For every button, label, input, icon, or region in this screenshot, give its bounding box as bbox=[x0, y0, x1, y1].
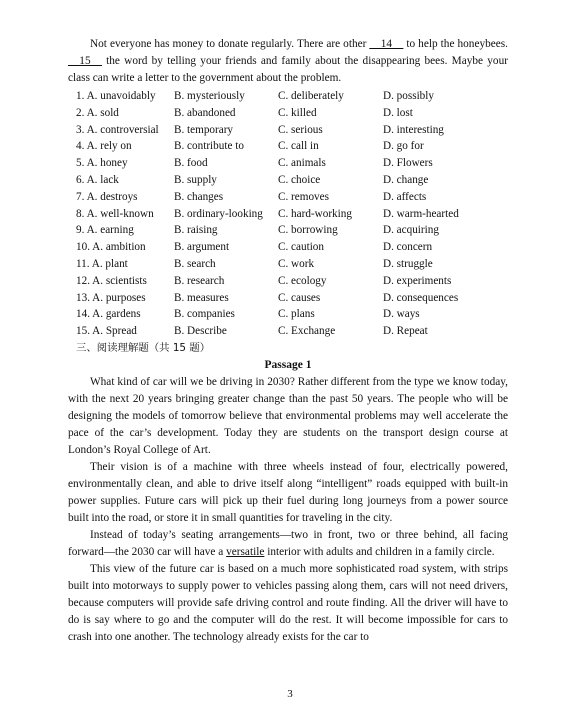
option-c: C. borrowing bbox=[278, 224, 338, 237]
option-b: B. search bbox=[174, 257, 216, 270]
text-segment: the word by telling your friends and family about the disappearing bees. Maybe your class can write a letter to the government about the problem. bbox=[68, 55, 508, 84]
option-d: D. acquiring bbox=[383, 224, 439, 237]
option-d: D. warm-hearted bbox=[383, 207, 459, 220]
option-b: B. Describe bbox=[174, 325, 227, 338]
option-a: 15. A. Spread bbox=[76, 325, 137, 338]
option-d: D. concern bbox=[383, 241, 433, 254]
option-a: 12. A. scientists bbox=[76, 274, 147, 287]
option-a: 14. A. gardens bbox=[76, 308, 141, 321]
option-b: B. supply bbox=[174, 173, 217, 186]
option-c: C. serious bbox=[278, 123, 323, 136]
option-b: B. abandoned bbox=[174, 106, 236, 119]
option-row bbox=[68, 306, 508, 323]
passage-paragraph-1: What kind of car will we be driving in 2030? Rather different from the type we know today, with the next 20 years bringing greater change than the past 50 years. The people who will be designing the models of tomorrow believe that environmental problems may well accelerate the pace of the car’s development. Today they are students on the transport design course at London’s Royal College of Art. bbox=[68, 375, 508, 456]
text-segment: to help the honeybees. bbox=[403, 38, 509, 50]
passage-paragraph-2: Their vision is of a machine with three wheels instead of four, electrically powered, environmentally clean, and able to drive itself along “intelligent” roads equipped with built-in power supplies. Future cars will pick up their fuel during long journeys from a power source built into the road, or store it in small quantities for traveling in the city. bbox=[68, 460, 508, 524]
option-c: C. deliberately bbox=[278, 90, 344, 102]
option-c: C. work bbox=[278, 257, 315, 270]
option-b: B. temporary bbox=[174, 123, 234, 136]
option-d: D. struggle bbox=[383, 257, 433, 270]
option-b: B. argument bbox=[174, 241, 230, 254]
option-row bbox=[68, 206, 508, 223]
option-row bbox=[68, 88, 508, 105]
option-b: B. contribute to bbox=[174, 140, 244, 153]
text-segment: interior with adults and children in a family circle. bbox=[264, 545, 495, 558]
option-row bbox=[68, 122, 508, 139]
option-c: C. caution bbox=[278, 241, 324, 254]
option-row bbox=[68, 189, 508, 206]
option-d: D. lost bbox=[383, 106, 413, 119]
option-row bbox=[68, 290, 508, 307]
text-segment: Instead of today’s seating arrangements—two in front, two or three behind, all facing forward—the 2030 car will have a bbox=[68, 528, 508, 558]
option-c: C. Exchange bbox=[278, 325, 336, 338]
answer-options-table bbox=[68, 88, 508, 340]
option-b: B. mysteriously bbox=[174, 90, 245, 102]
option-a: 1. A. unavoidably bbox=[76, 90, 156, 102]
option-c: C. causes bbox=[278, 291, 321, 304]
passage-title: Passage 1 bbox=[264, 358, 312, 371]
option-a: 2. A. sold bbox=[76, 106, 119, 119]
option-b: B. raising bbox=[174, 224, 218, 237]
option-d: D. go for bbox=[383, 140, 424, 153]
option-a: 11. A. plant bbox=[76, 257, 128, 270]
option-d: D. interesting bbox=[383, 123, 444, 136]
option-b: B. food bbox=[174, 157, 208, 170]
underlined-word: versatile bbox=[226, 545, 265, 558]
passage-paragraph-3 bbox=[68, 527, 508, 561]
option-b: B. measures bbox=[174, 291, 229, 304]
option-c: C. hard-working bbox=[278, 207, 352, 220]
option-row bbox=[68, 172, 508, 189]
option-c: C. call in bbox=[278, 140, 319, 153]
option-c: C. removes bbox=[278, 190, 329, 203]
option-b: B. changes bbox=[174, 190, 224, 203]
option-d: D. consequences bbox=[383, 291, 459, 304]
option-row bbox=[68, 155, 508, 172]
option-a: 8. A. well-known bbox=[76, 207, 154, 220]
option-d: D. experiments bbox=[383, 274, 452, 287]
option-d: D. ways bbox=[383, 308, 420, 321]
option-a: 10. A. ambition bbox=[76, 241, 146, 254]
option-row bbox=[68, 256, 508, 273]
option-row bbox=[68, 138, 508, 155]
option-a: 7. A. destroys bbox=[76, 190, 138, 203]
option-a: 5. A. honey bbox=[76, 157, 128, 170]
cloze-closing-paragraph bbox=[68, 36, 508, 87]
option-b: B. ordinary-looking bbox=[174, 207, 263, 220]
option-a: 6. A. lack bbox=[76, 173, 119, 186]
option-a: 13. A. purposes bbox=[76, 291, 146, 304]
option-row bbox=[68, 323, 508, 340]
option-c: C. choice bbox=[278, 173, 321, 186]
option-b: B. research bbox=[174, 274, 225, 287]
option-c: C. plans bbox=[278, 308, 315, 321]
option-d: D. Flowers bbox=[383, 157, 433, 170]
blank-15: __15__ bbox=[68, 55, 102, 67]
option-a: 3. A. controversial bbox=[76, 123, 159, 136]
passage-paragraph-4: This view of the future car is based on a much more sophisticated road system, with strips built into motorways to supply power to vehicles passing along them, cars will not need drivers, because computers will provide safe driving control and route finding. All the driver will have to do is say where to go and the computer will do the rest. It will become impossible for cars to crash into one another. The technology already exists for the car to bbox=[68, 562, 508, 643]
option-b: B. companies bbox=[174, 308, 235, 321]
option-d: D. Repeat bbox=[383, 325, 428, 338]
option-row bbox=[68, 105, 508, 122]
page-number: 3 bbox=[287, 688, 293, 700]
page-content bbox=[68, 36, 508, 646]
section-heading: 三、阅读理解题（共 15 题） bbox=[76, 341, 211, 354]
option-d: D. change bbox=[383, 173, 429, 186]
option-a: 4. A. rely on bbox=[76, 140, 132, 153]
option-a: 9. A. earning bbox=[76, 224, 134, 237]
text-segment: Not everyone has money to donate regularly. There are other bbox=[90, 38, 370, 50]
option-row bbox=[68, 239, 508, 256]
option-c: C. animals bbox=[278, 157, 326, 170]
option-c: C. killed bbox=[278, 106, 317, 119]
option-row bbox=[68, 222, 508, 239]
option-c: C. ecology bbox=[278, 274, 327, 287]
option-d: D. affects bbox=[383, 190, 427, 203]
blank-14: __14__ bbox=[369, 38, 404, 50]
option-row bbox=[68, 273, 508, 290]
option-d: D. possibly bbox=[383, 90, 434, 102]
